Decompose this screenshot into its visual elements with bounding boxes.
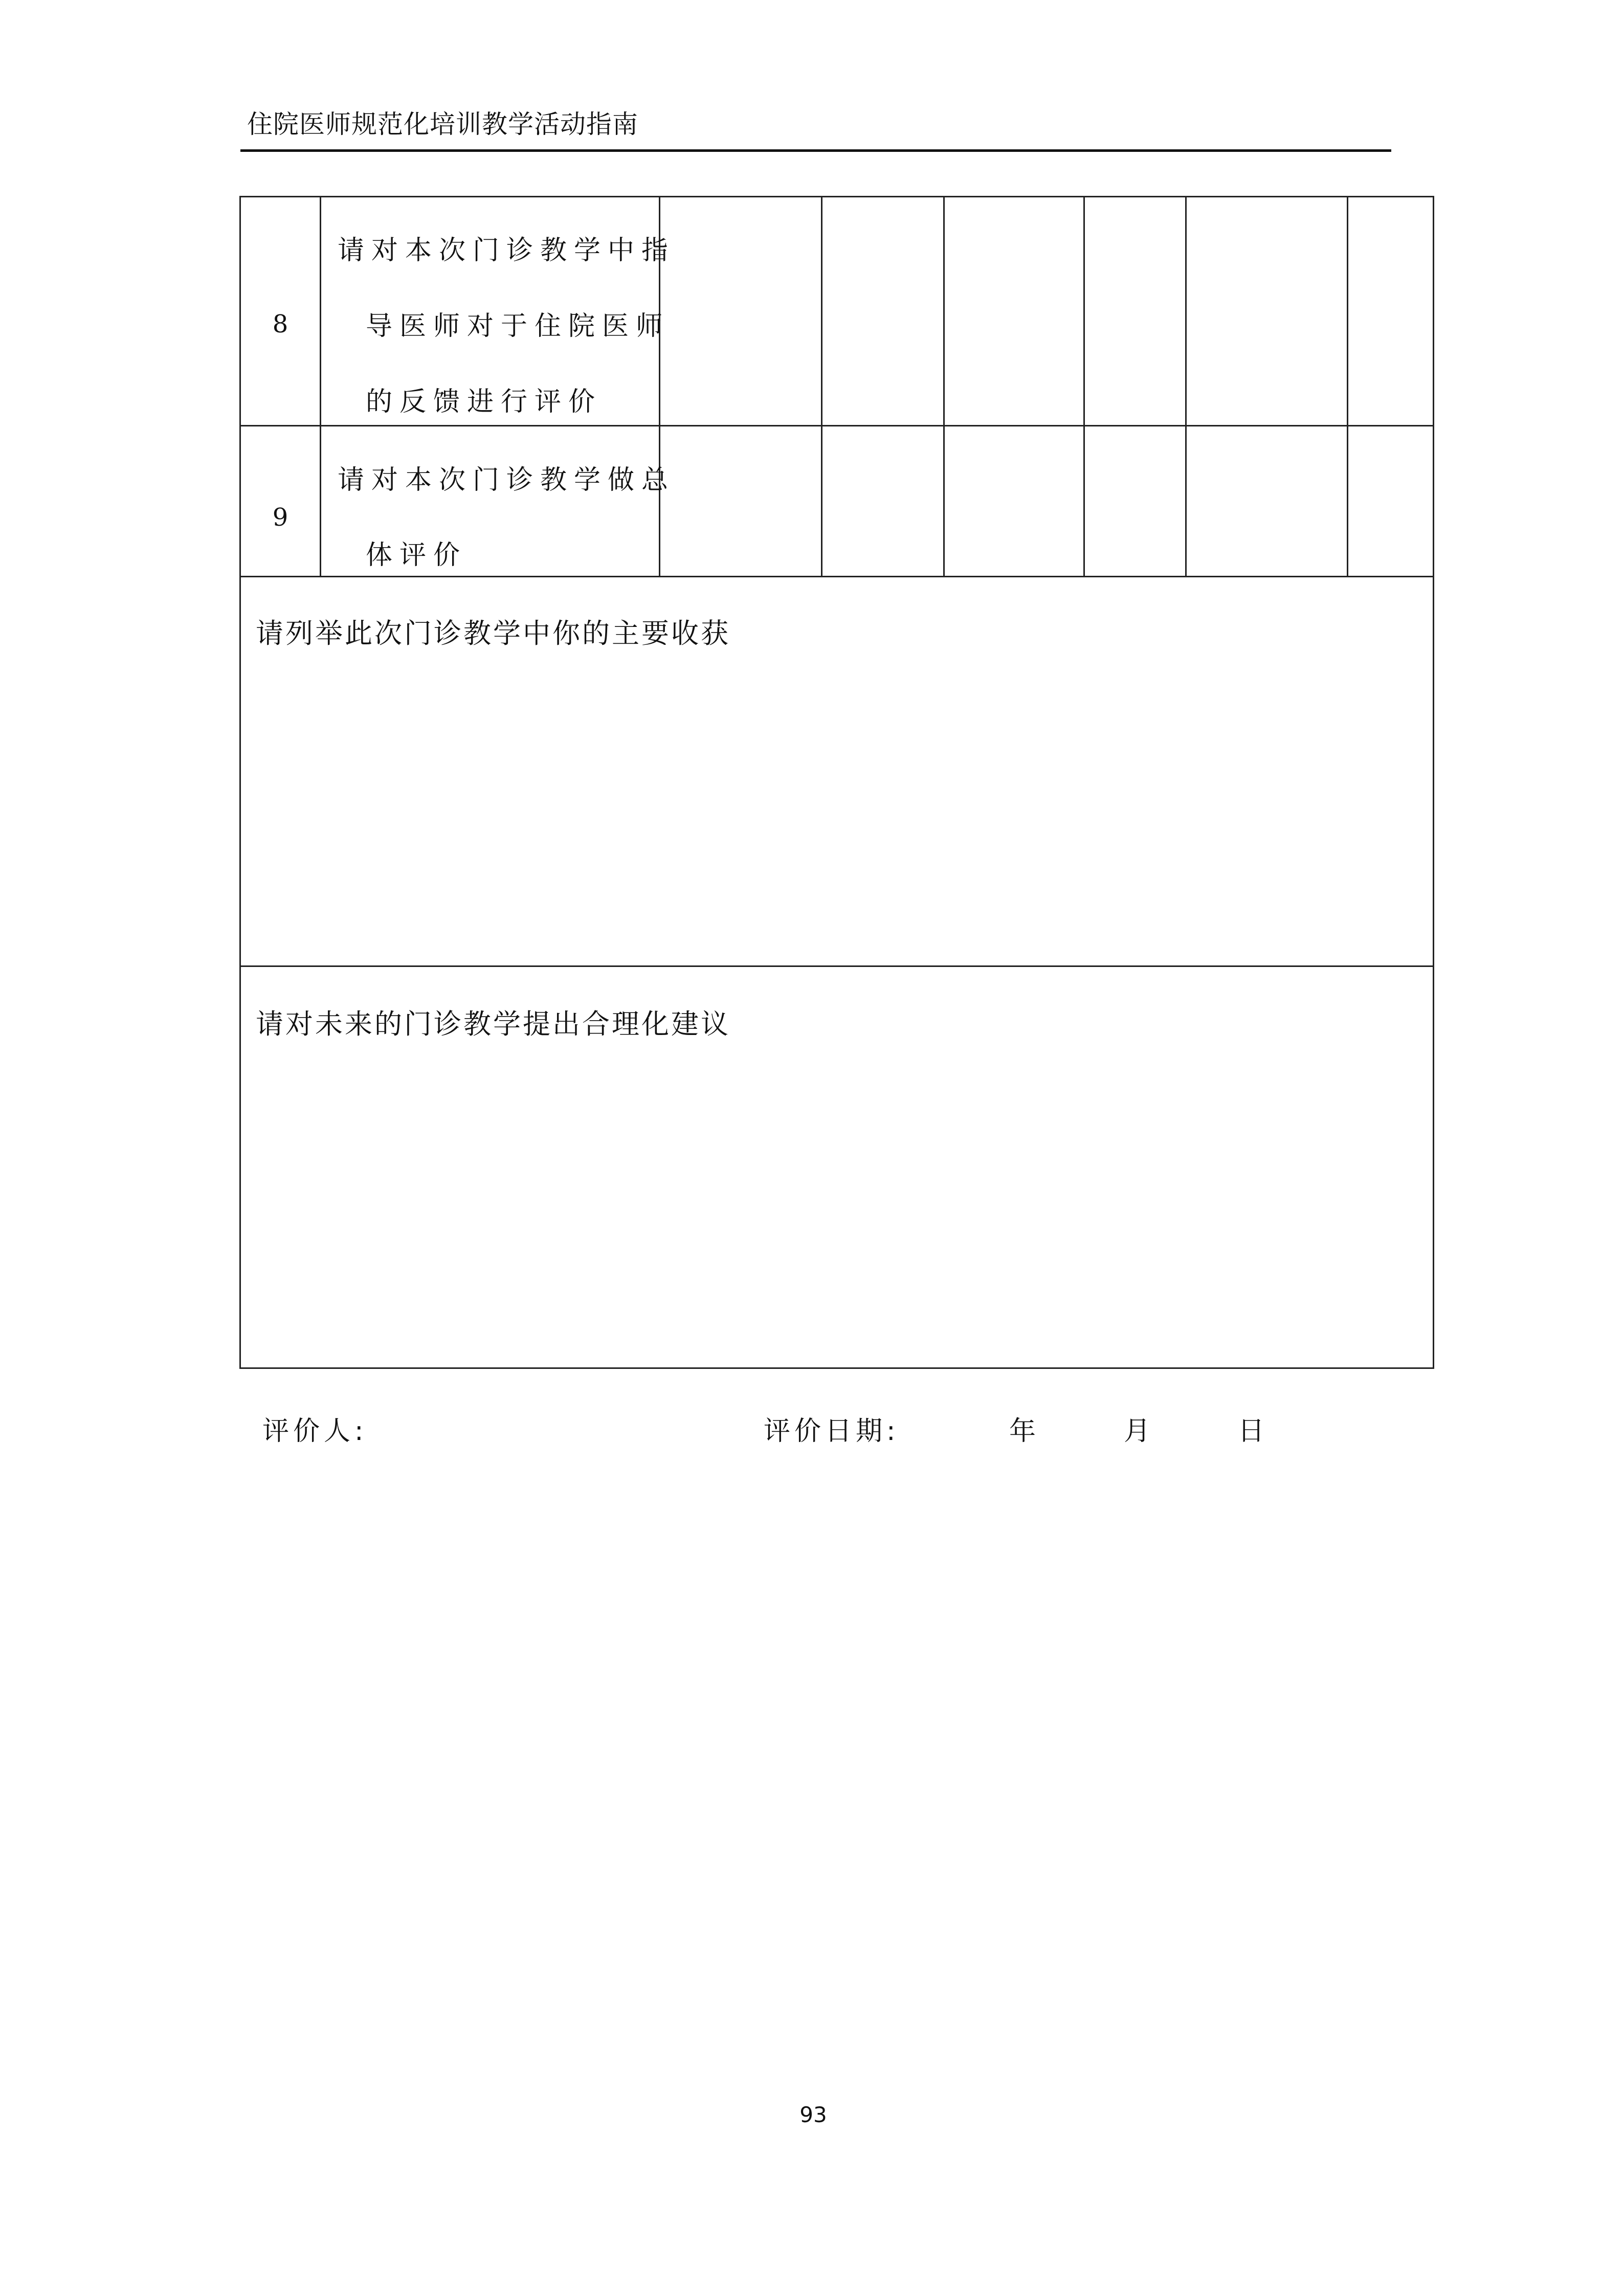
question-text-line: 请对本次门诊教学做总 bbox=[338, 465, 676, 496]
gains-section-label: 请列举此次门诊教学中你的主要收获 bbox=[256, 617, 730, 649]
question-text-line: 体评价 bbox=[366, 540, 468, 571]
row-divider bbox=[239, 425, 1434, 426]
row-number: 8 bbox=[272, 310, 288, 339]
page-header-title: 住院医师规范化培训教学活动指南 bbox=[247, 109, 638, 139]
question-text-line: 请对本次门诊教学中指 bbox=[338, 235, 676, 266]
column-divider bbox=[1185, 196, 1187, 577]
row-number: 9 bbox=[272, 503, 288, 532]
table-top-border bbox=[239, 196, 1434, 197]
table-right-border bbox=[1433, 196, 1434, 1369]
column-divider bbox=[943, 196, 945, 577]
table-bottom-border bbox=[239, 1367, 1434, 1369]
question-text-line: 的反馈进行评价 bbox=[366, 387, 603, 417]
page-number: 93 bbox=[799, 2102, 827, 2127]
day-label: 日 bbox=[1238, 1416, 1269, 1447]
question-text-line: 导医师对于住院医师 bbox=[366, 311, 670, 342]
year-label: 年 bbox=[1009, 1416, 1040, 1447]
header-divider bbox=[240, 149, 1391, 152]
row-divider bbox=[239, 576, 1434, 577]
section-divider bbox=[239, 965, 1434, 967]
column-divider bbox=[1083, 196, 1085, 577]
column-divider bbox=[821, 196, 822, 577]
evaluation-date-label: 评价日期: bbox=[764, 1416, 900, 1447]
table-left-border bbox=[239, 196, 241, 1369]
evaluator-label: 评价人: bbox=[262, 1416, 368, 1447]
column-divider bbox=[1347, 196, 1348, 577]
month-label: 月 bbox=[1124, 1416, 1155, 1447]
suggestions-section-label: 请对未来的门诊教学提出合理化建议 bbox=[256, 1008, 730, 1040]
